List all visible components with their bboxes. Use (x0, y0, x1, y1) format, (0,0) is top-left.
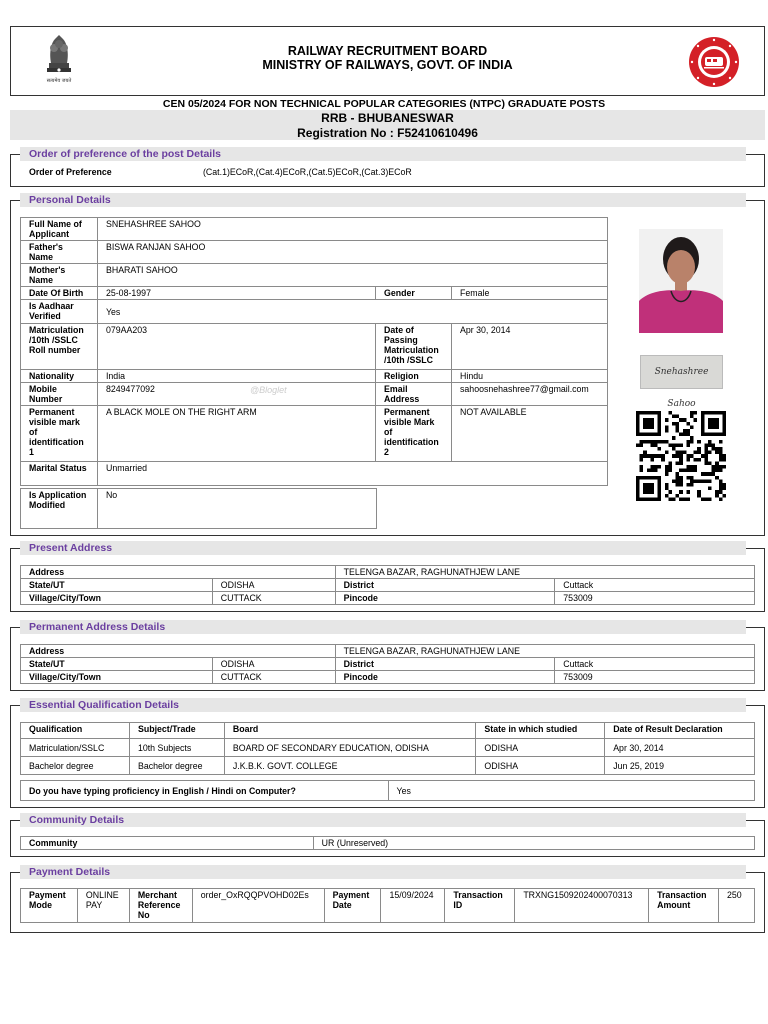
father-name-value: BISWA RANJAN SAHOO (97, 241, 607, 264)
column-header: Board (224, 723, 476, 739)
rrb-band (10, 110, 765, 140)
transaction-id-value: TRXNG1509202400070313 (515, 889, 649, 923)
personal-section-title: Personal Details (20, 193, 746, 207)
table-row (21, 300, 608, 324)
table-cell: ODISHA (476, 757, 605, 775)
present-village-value: CUTTACK (212, 592, 335, 605)
present-address-value: TELENGA BAZAR, RAGHUNATHJEW LANE (335, 566, 754, 579)
table-cell: BOARD OF SECONDARY EDUCATION, ODISHA (224, 739, 476, 757)
table-cell: Matriculation/SSLC (21, 739, 130, 757)
watermark: @Bloglet (250, 385, 287, 395)
table-row (21, 489, 377, 529)
religion-label: Religion (376, 370, 452, 383)
table-row (21, 566, 755, 579)
table-cell: Bachelor degree (129, 757, 224, 775)
nationality-label: Nationality (21, 370, 98, 383)
mother-name-value: BHARATI SAHOO (97, 264, 607, 287)
permanent-address-section-title: Permanent Address Details (20, 620, 746, 634)
applicant-photo (639, 229, 723, 333)
column-header: Date of Result Declaration (605, 723, 755, 739)
community-section-title: Community Details (20, 813, 746, 827)
nationality-value: India (97, 370, 375, 383)
table-cell: 10th Subjects (129, 739, 224, 757)
modified-value: No (97, 489, 376, 529)
permanent-address-label: Address (21, 645, 336, 658)
marital-value: Unmarried (97, 462, 607, 486)
table-row (21, 264, 608, 287)
applicant-signature: Snehashree Sahoo (640, 355, 723, 389)
modified-label: Is Application Modified (21, 489, 98, 529)
board-title-line2: MINISTRY OF RAILWAYS, GOVT. OF INDIA (262, 58, 513, 72)
table-row (21, 781, 755, 801)
registration-number: Registration No : F52410610496 (297, 126, 478, 140)
religion-value: Hindu (452, 370, 608, 383)
present-address-table (20, 565, 755, 605)
permanent-district-value: Cuttack (555, 658, 755, 671)
present-state-value: ODISHA (212, 579, 335, 592)
present-address-section-title: Present Address (20, 541, 746, 555)
table-row (21, 324, 608, 370)
community-label: Community (21, 837, 314, 850)
table-cell: Bachelor degree (21, 757, 130, 775)
qualification-section-title: Essential Qualification Details (20, 698, 746, 712)
permanent-address-value: TELENGA BAZAR, RAGHUNATHJEW LANE (335, 645, 754, 658)
mobile-value: 8249477092 (97, 383, 375, 406)
indian-railways-logo-icon (688, 36, 740, 88)
table-header-row (21, 723, 755, 739)
table-row (21, 370, 608, 383)
marital-label: Marital Status (21, 462, 98, 486)
present-pincode-label: Pincode (335, 592, 555, 605)
payment-table (20, 888, 755, 923)
table-row (21, 287, 608, 300)
community-table (20, 836, 755, 850)
permanent-pincode-label: Pincode (335, 671, 555, 684)
matric-label: Matriculation /10th /SSLC Roll number (21, 324, 98, 370)
qualification-table (20, 722, 755, 775)
table-row (21, 645, 755, 658)
typing-label: Do you have typing proficiency in English / Hindi on Computer? (21, 781, 389, 801)
typing-value: Yes (388, 781, 754, 801)
merchant-ref-value: order_OxRQQPVOHD02Es (192, 889, 324, 923)
community-value: UR (Unreserved) (313, 837, 754, 850)
father-name-label: Father's Name (21, 241, 98, 264)
table-row (21, 837, 755, 850)
table-row (21, 241, 608, 264)
mark1-value: A BLACK MOLE ON THE RIGHT ARM (97, 406, 375, 462)
permanent-state-value: ODISHA (212, 658, 335, 671)
payment-mode-value: ONLINE PAY (77, 889, 129, 923)
table-row (21, 592, 755, 605)
table-row (21, 579, 755, 592)
transaction-amount-value: 250 (719, 889, 755, 923)
permanent-address-table (20, 644, 755, 684)
mother-name-label: Mother's Name (21, 264, 98, 287)
table-cell: Apr 30, 2014 (605, 739, 755, 757)
passing-value: Apr 30, 2014 (452, 324, 608, 370)
mobile-label: Mobile Number (21, 383, 98, 406)
personal-table (20, 217, 608, 486)
transaction-id-label: Transaction ID (445, 889, 515, 923)
table-row (21, 218, 608, 241)
payment-mode-label: Payment Mode (21, 889, 78, 923)
table-row (21, 889, 755, 923)
table-row (21, 757, 755, 775)
payment-date-label: Payment Date (324, 889, 381, 923)
permanent-state-label: State/UT (21, 658, 213, 671)
preference-label: Order of Preference (29, 167, 112, 177)
present-pincode-value: 753009 (555, 592, 755, 605)
payment-date-value: 15/09/2024 (381, 889, 445, 923)
preference-section-title: Order of preference of the post Details (20, 147, 746, 161)
dob-label: Date Of Birth (21, 287, 98, 300)
merchant-ref-label: Merchant Reference No (129, 889, 192, 923)
preference-value: (Cat.1)ECoR,(Cat.4)ECoR,(Cat.5)ECoR,(Cat.3)ECoR (203, 167, 412, 177)
emblem-caption: सत्यमेव जयते (46, 78, 72, 84)
qr-code-icon (634, 411, 728, 501)
table-cell: Jun 25, 2019 (605, 757, 755, 775)
table-row (21, 406, 608, 462)
full-name-label: Full Name of Applicant (21, 218, 98, 241)
table-row (21, 462, 608, 486)
form-header (10, 26, 765, 96)
column-header: State in which studied (476, 723, 605, 739)
permanent-village-label: Village/City/Town (21, 671, 213, 684)
present-district-value: Cuttack (555, 579, 755, 592)
board-title-line1: RAILWAY RECRUITMENT BOARD (287, 44, 488, 58)
column-header: Qualification (21, 723, 130, 739)
payment-section-title: Payment Details (20, 865, 746, 879)
present-district-label: District (335, 579, 555, 592)
table-row (21, 658, 755, 671)
transaction-amount-label: Transaction Amount (649, 889, 719, 923)
permanent-pincode-value: 753009 (555, 671, 755, 684)
permanent-district-label: District (335, 658, 555, 671)
table-row (21, 739, 755, 757)
present-address-label: Address (21, 566, 336, 579)
gender-value: Female (452, 287, 608, 300)
mark1-label: Permanent visible mark of identification 1 (21, 406, 98, 462)
rrb-name: RRB - BHUBANESWAR (321, 111, 454, 125)
email-label: Email Address (376, 383, 452, 406)
column-header: Subject/Trade (129, 723, 224, 739)
board-title (11, 44, 764, 72)
mark2-value: NOT AVAILABLE (452, 406, 608, 462)
table-row (21, 383, 608, 406)
passing-label: Date of Passing Matriculation /10th /SSLC (376, 324, 452, 370)
present-state-label: State/UT (21, 579, 213, 592)
gender-label: Gender (376, 287, 452, 300)
modified-table (20, 488, 377, 529)
typing-table (20, 780, 755, 801)
table-cell: J.K.B.K. GOVT. COLLEGE (224, 757, 476, 775)
aadhaar-label: Is Aadhaar Verified (21, 300, 98, 324)
full-name-value: SNEHASHREE SAHOO (97, 218, 607, 241)
table-row (21, 671, 755, 684)
mark2-label: Permanent visible Mark of identification 2 (376, 406, 452, 462)
permanent-village-value: CUTTACK (212, 671, 335, 684)
aadhaar-value: Yes (97, 300, 607, 324)
present-village-label: Village/City/Town (21, 592, 213, 605)
table-cell: ODISHA (476, 739, 605, 757)
email-value: sahoosnehashree77@gmail.com (452, 383, 608, 406)
cen-title: CEN 05/2024 FOR NON TECHNICAL POPULAR CATEGORIES (NTPC) GRADUATE POSTS (162, 98, 606, 110)
matric-value: 079AA203 (97, 324, 375, 370)
dob-value: 25-08-1997 (97, 287, 375, 300)
